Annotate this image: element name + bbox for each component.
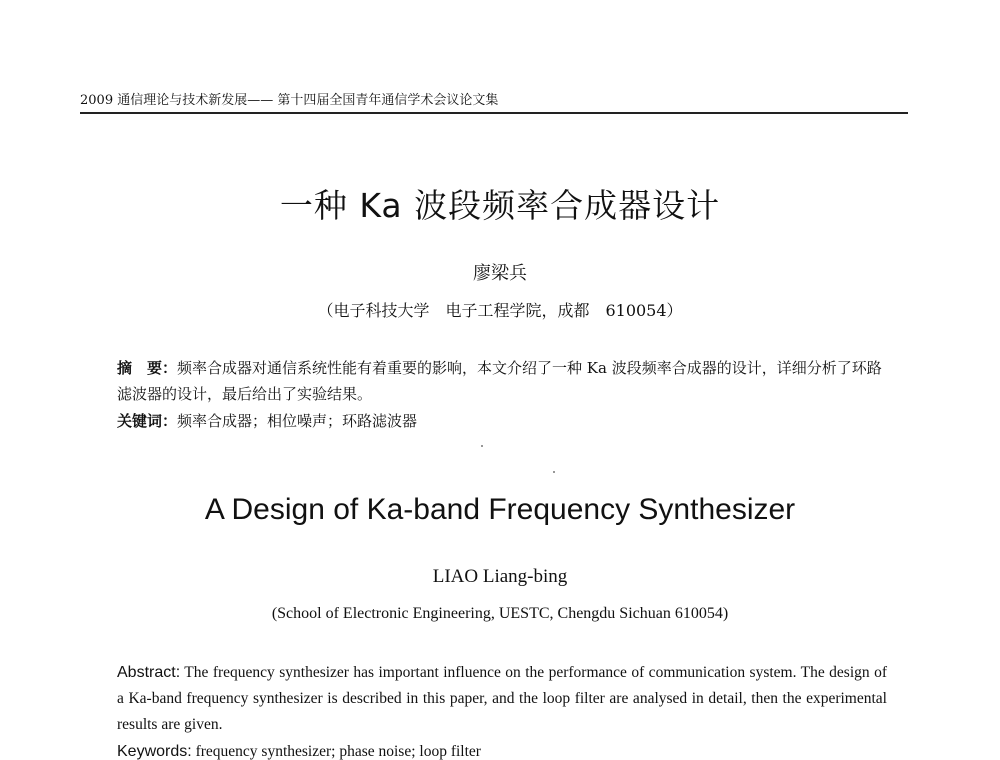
chinese-author: 廖梁兵: [473, 263, 527, 284]
chinese-keywords: [117, 408, 887, 434]
running-header: 2009 通信理论与技术新发展—— 第十四届全国青年通信学术会议论文集: [80, 93, 499, 108]
scan-artifact-dot: [481, 445, 483, 447]
english-abstract-label: Abstract:: [117, 664, 181, 681]
chinese-affiliation: （电子科技大学 电子工程学院，成都 610054）: [317, 301, 683, 320]
chinese-abstract-label: 摘 要：: [117, 359, 178, 377]
english-abstract: [117, 660, 887, 738]
chinese-keywords-label: 关键词：: [117, 412, 178, 430]
english-abstract-text: The frequency synthesizer has important influence on the performance of communication system. The design of a Ka-band frequency synthesizer is described in this paper, and the loop filter are analysed in detail, then the experimental results are given.: [117, 664, 887, 733]
chinese-title: 一种 Ka 波段频率合成器设计: [279, 186, 721, 225]
english-keywords-label: Keywords:: [117, 743, 192, 760]
scan-artifact-dot: [553, 471, 555, 473]
chinese-abstract-text: 频率合成器对通信系统性能有着重要的影响，本文介绍了一种 Ka 波段频率合成器的设计，详细分析了环路滤波器的设计，最后给出了实验结果。: [117, 359, 882, 403]
english-affiliation: (School of Electronic Engineering, UESTC, Chengdu Sichuan 610054): [271, 605, 729, 622]
english-author: LIAO Liang-bing: [432, 566, 568, 587]
chinese-keywords-text: 频率合成器；相位噪声；环路滤波器: [177, 412, 418, 430]
english-keywords-text: frequency synthesizer; phase noise; loop filter: [195, 743, 481, 760]
english-keywords: [117, 739, 887, 760]
header-rule: [80, 112, 908, 114]
chinese-abstract: [117, 355, 887, 407]
english-title: A Design of Ka-band Frequency Synthesizer: [204, 493, 796, 526]
